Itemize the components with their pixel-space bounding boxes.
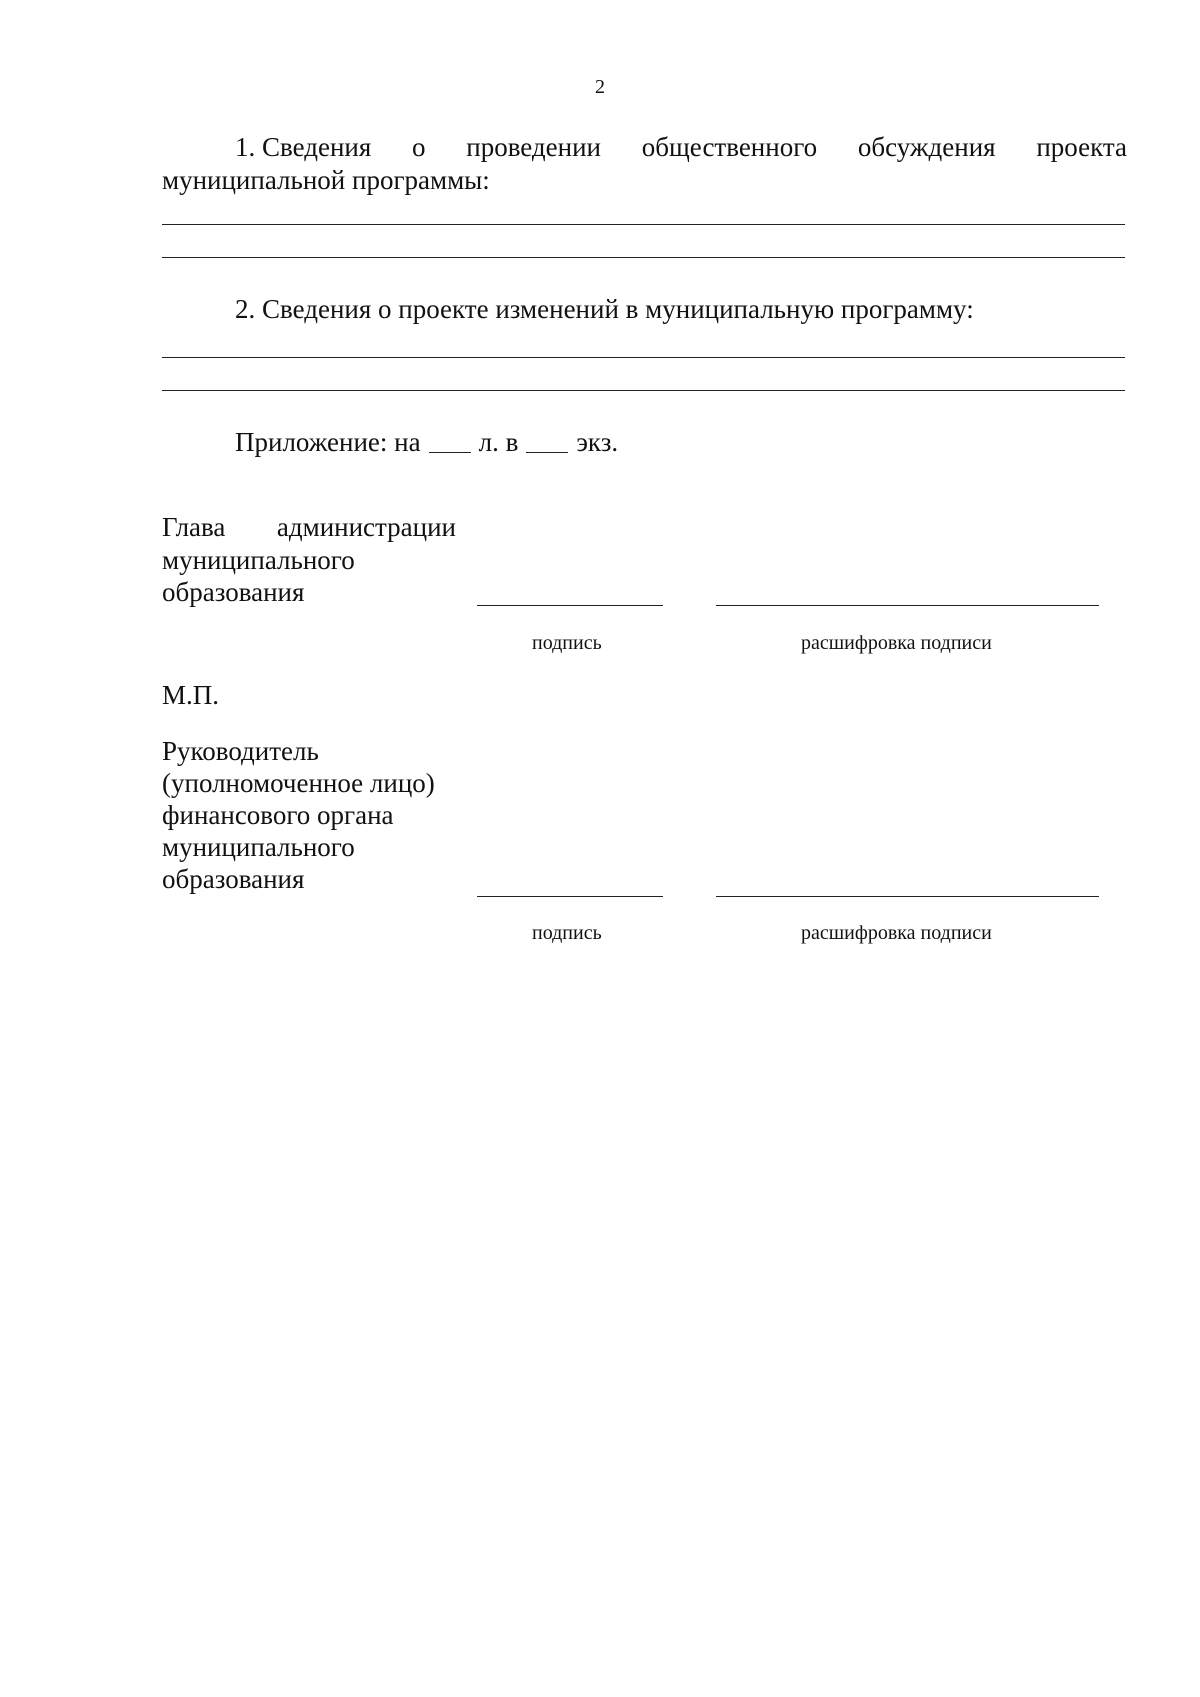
head-decoding-caption: расшифровка подписи [801, 632, 992, 654]
head-label-line: образования [162, 577, 305, 607]
section1-word: 1. Сведения [235, 132, 372, 162]
finance-signature-decoding-line[interactable] [716, 896, 1099, 897]
attachment-sheets-blank[interactable] [429, 451, 471, 453]
head-signature-caption: подпись [532, 632, 602, 654]
head-signature-line[interactable] [477, 605, 663, 606]
finance-label-line: муниципального [162, 832, 355, 862]
section1-heading-line1 [235, 131, 1127, 163]
section1-word: проекта [1036, 132, 1127, 162]
section1-word: о [412, 132, 426, 162]
section1-fill-line[interactable] [162, 257, 1125, 258]
section1-word: обсуждения [857, 132, 996, 162]
finance-label-line: Руководитель [162, 736, 319, 766]
attachment-middle: л. в [478, 427, 519, 457]
head-label-line: муниципального [162, 544, 355, 575]
section2-heading: 2. Сведения о проекте изменений в муниципальную программу: [235, 294, 974, 324]
section1-fill-line[interactable] [162, 224, 1125, 225]
head-label-word: Глава [162, 512, 226, 542]
head-signature-decoding-line[interactable] [716, 605, 1099, 606]
finance-head-label [162, 735, 435, 895]
section1-word: общественного [641, 132, 818, 162]
finance-decoding-caption: расшифровка подписи [801, 922, 992, 944]
attachment-suffix: экз. [576, 427, 619, 457]
finance-signature-line[interactable] [477, 896, 663, 897]
head-label-word: администрации [276, 512, 456, 542]
attachment-line [235, 426, 618, 458]
section2-fill-line[interactable] [162, 390, 1125, 391]
finance-label-line: образования [162, 864, 305, 894]
finance-signature-caption: подпись [532, 922, 602, 944]
stamp-place-label: М.П. [162, 680, 220, 710]
section2-fill-line[interactable] [162, 357, 1125, 358]
finance-label-line: (уполномоченное лицо) [162, 768, 435, 798]
attachment-prefix: Приложение: на [235, 427, 421, 457]
head-of-administration-label [162, 511, 456, 609]
attachment-copies-blank[interactable] [526, 451, 568, 453]
section1-heading-line2: муниципальной программы: [162, 165, 490, 195]
finance-label-line: финансового органа [162, 800, 394, 830]
section1-word: проведении [466, 132, 602, 162]
page-number: 2 [595, 76, 605, 98]
